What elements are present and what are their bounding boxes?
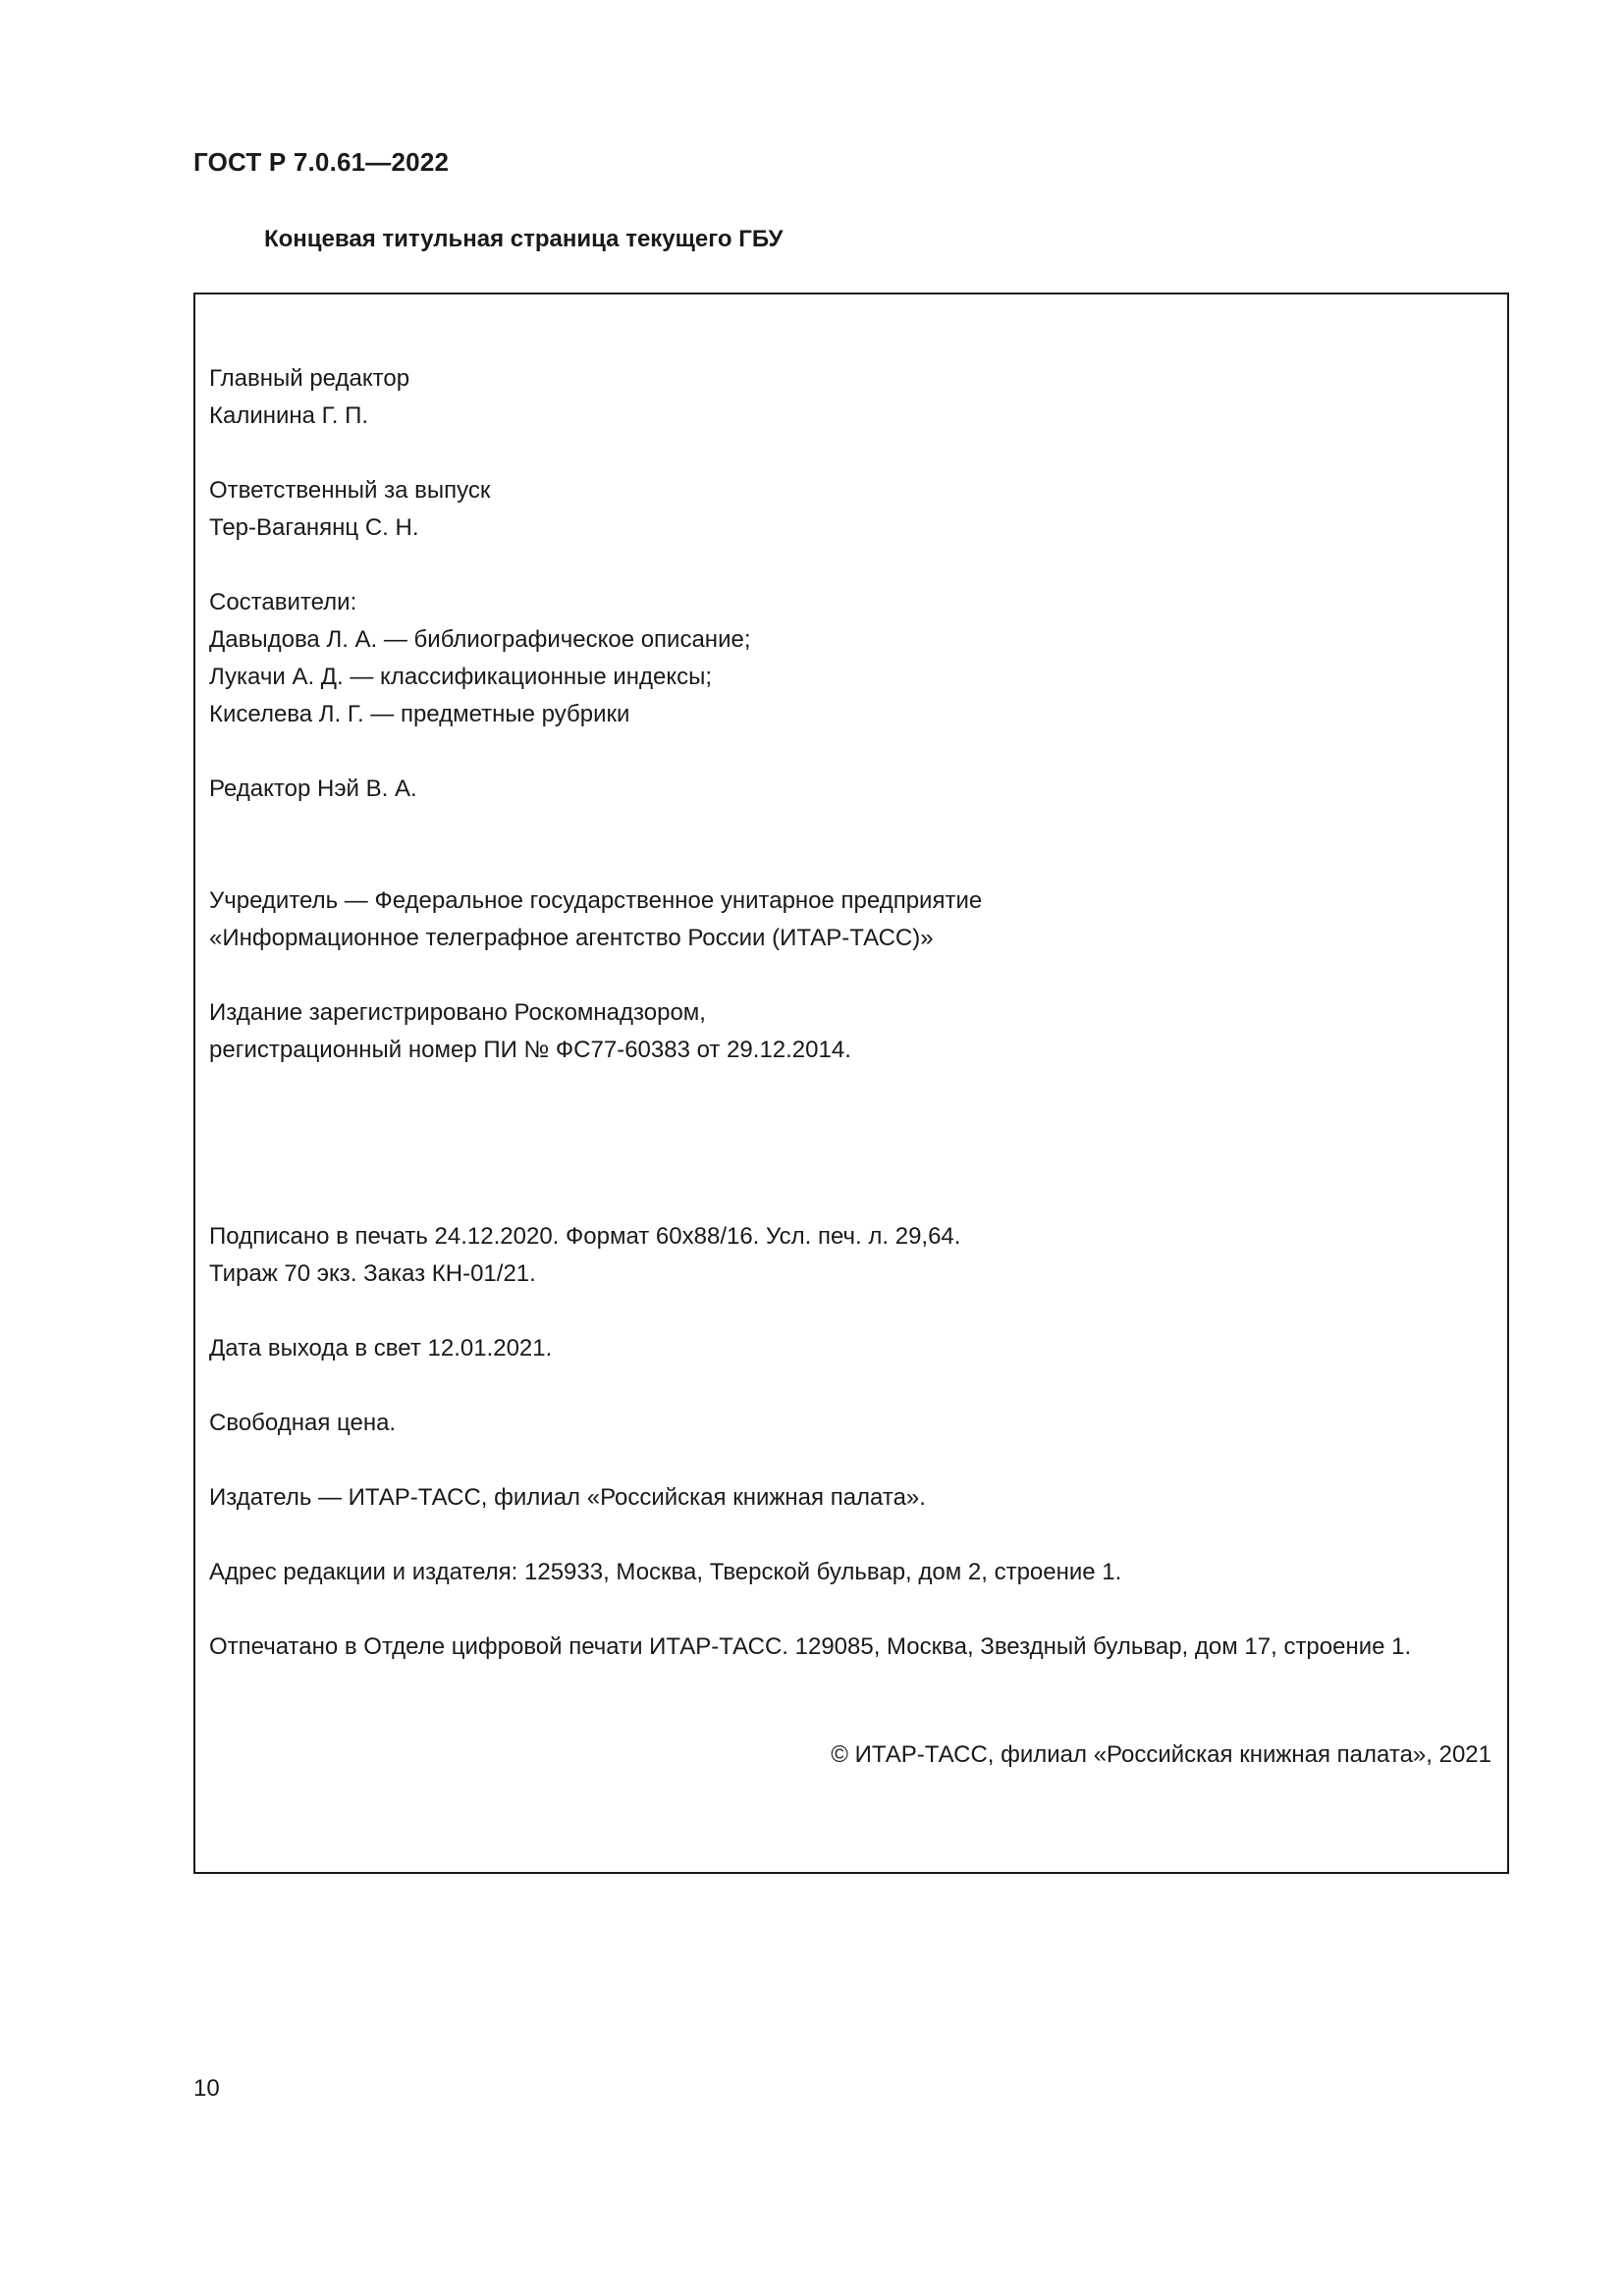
compilers-label: Составители: [209,589,357,615]
registration-line-2: регистрационный номер ПИ № ФС77-60383 от 29.12.2014. [209,1037,851,1063]
responsible-label: Ответственный за выпуск [209,477,491,504]
circulation-line: Тираж 70 экз. Заказ КН-01/21. [209,1260,536,1287]
responsible-name: Тер-Ваганянц С. Н. [209,514,419,541]
publisher-line: Издатель — ИТАР-ТАСС, филиал «Российская книжная палата». [209,1484,926,1511]
editor-line: Редактор Нэй В. А. [209,775,417,802]
editor-in-chief-label: Главный редактор [209,365,410,392]
founder-line-1: Учредитель — Федеральное государственное унитарное предприятие [209,887,983,914]
compiler-item: Киселева Л. Г. — предметные рубрики [209,701,630,727]
signed-for-print-line: Подписано в печать 24.12.2020. Формат 60x88/16. Усл. печ. л. 29,64. [209,1223,961,1250]
section-caption: Концевая титульная страница текущего ГБУ [264,226,784,252]
editor-in-chief-name: Калинина Г. П. [209,402,368,429]
registration-line-1: Издание зарегистрировано Роскомнадзором, [209,999,706,1026]
standard-code-header: ГОСТ Р 7.0.61—2022 [193,147,450,177]
copyright-line: © ИТАР-ТАСС, филиал «Российская книжная палата», 2021 [831,1741,1491,1768]
compiler-item: Давыдова Л. А. — библиографическое описание; [209,626,751,653]
release-date-line: Дата выхода в свет 12.01.2021. [209,1335,553,1362]
founder-line-2: «Информационное телеграфное агентство России (ИТАР-ТАСС)» [209,925,934,951]
price-line: Свободная цена. [209,1410,397,1436]
compiler-item: Лукачи А. Д. — классификационные индексы; [209,664,713,690]
colophon-frame [193,293,1509,1874]
address-line: Адрес редакции и издателя: 125933, Москва, Тверской бульвар, дом 2, строение 1. [209,1559,1122,1585]
printed-at-line: Отпечатано в Отделе цифровой печати ИТАР-ТАСС. 129085, Москва, Звездный бульвар, дом 17, строение 1. [209,1633,1412,1660]
page-number: 10 [193,2075,220,2102]
